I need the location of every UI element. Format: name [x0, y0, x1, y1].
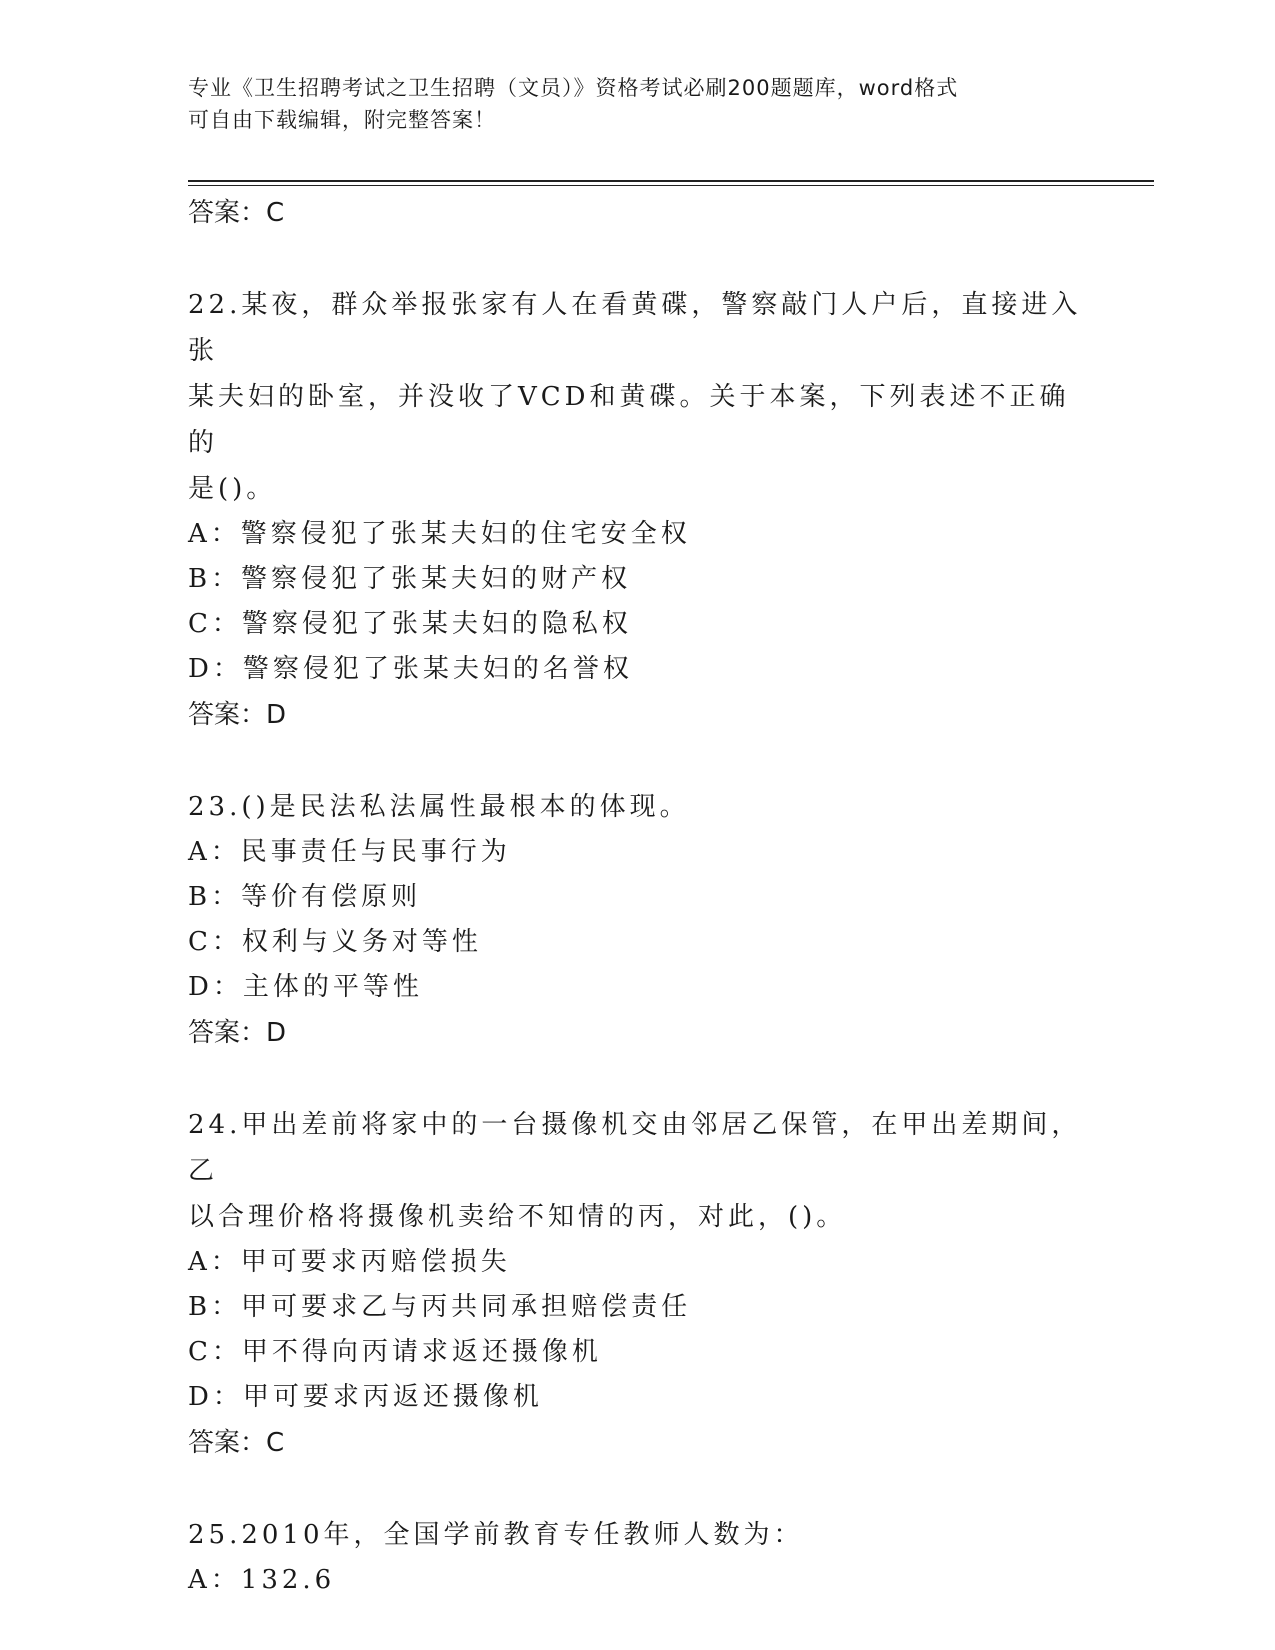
document-header [188, 72, 1088, 136]
header-line-1: 专业《卫生招聘考试之卫生招聘（文员）》资格考试必刷200题题库，word格式 [188, 76, 959, 100]
option-b: B：甲可要求乙与丙共同承担赔偿责任 [188, 1292, 692, 1322]
question-stem-line: 25.2010年，全国学前教育专任教师人数为： [188, 1520, 804, 1550]
option-b: B：警察侵犯了张某夫妇的财产权 [188, 564, 632, 594]
header-line-2: 可自由下载编辑，附完整答案！ [188, 108, 496, 132]
option-b: B：等价有偿原则 [188, 882, 422, 912]
question-24 [188, 1102, 1088, 1466]
question-stem-line: 23.()是民法私法属性最根本的体现。 [188, 792, 690, 822]
question-stem-line: 24.甲出差前将家中的一台摄像机交由邻居乙保管，在甲出差期间，乙 [188, 1110, 1082, 1186]
question-23 [188, 784, 1088, 1056]
answer-line: 答案：C [188, 198, 285, 228]
question-25 [188, 1512, 1088, 1603]
option-a: A：民事责任与民事行为 [188, 837, 511, 867]
option-d: D：甲可要求丙返还摄像机 [188, 1382, 543, 1412]
answer-line: 答案：C [188, 1428, 285, 1458]
option-d: D：警察侵犯了张某夫妇的名誉权 [188, 654, 633, 684]
option-c: C：警察侵犯了张某夫妇的隐私权 [188, 609, 632, 639]
answer-line: 答案：D [188, 700, 287, 730]
header-divider [188, 180, 1154, 182]
document-body [188, 186, 1088, 1603]
option-c: C：甲不得向丙请求返还摄像机 [188, 1337, 602, 1367]
option-d: D：主体的平等性 [188, 972, 423, 1002]
answer-line: 答案：D [188, 1018, 287, 1048]
question-stem-line: 以合理价格将摄像机卖给不知情的丙，对此，()。 [188, 1202, 847, 1232]
option-a: A：警察侵犯了张某夫妇的住宅安全权 [188, 519, 691, 549]
question-22 [188, 282, 1088, 738]
question-stem-line: 是()。 [188, 474, 277, 504]
option-c: C：权利与义务对等性 [188, 927, 482, 957]
option-a: A：甲可要求丙赔偿损失 [188, 1247, 511, 1277]
question-stem-line: 22.某夜，群众举报张家有人在看黄碟，警察敲门人户后，直接进入张 [188, 290, 1082, 366]
question-stem-line: 某夫妇的卧室，并没收了VCD和黄碟。关于本案，下列表述不正确的 [188, 382, 1070, 458]
option-a: A：132.6 [188, 1565, 336, 1595]
